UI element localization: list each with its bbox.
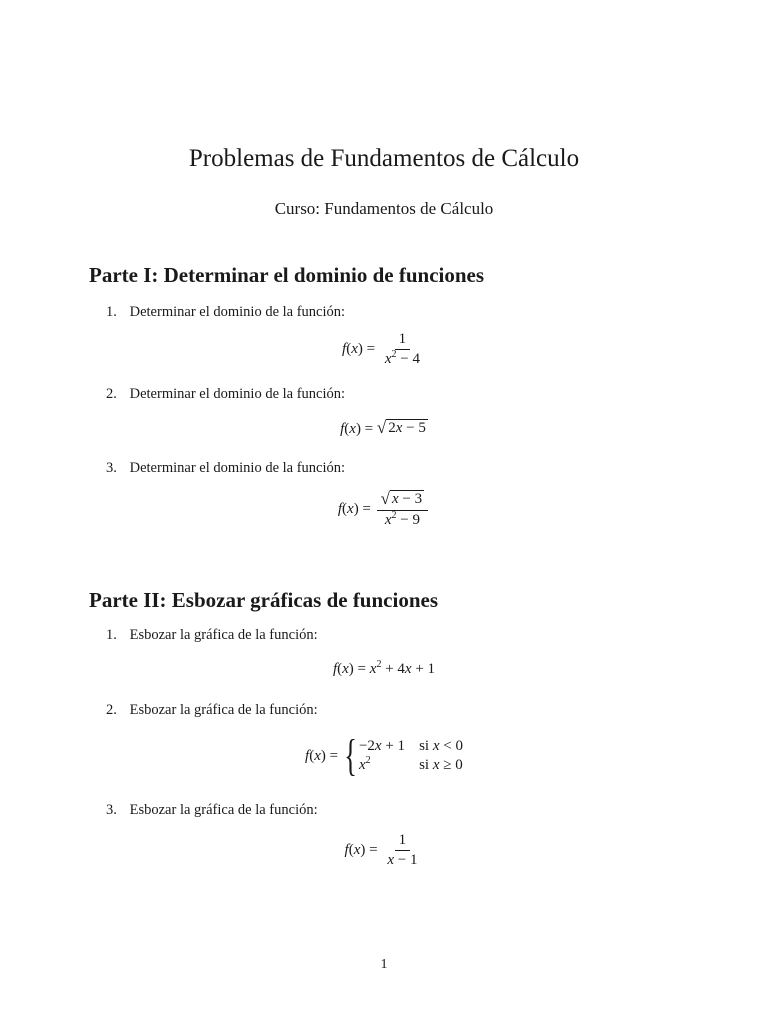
item-number: 2. [106,386,117,402]
part-1-item-1 [106,304,345,321]
formula-part2-3: f(x) = $\frac{1}{x - 1}$ [344,832,418,868]
part-1-heading: Parte I: Determinar el dominio de funciones [89,263,485,287]
item-text: Determinar el dominio de la función: [129,304,346,320]
formula-part1-3: f(x) = √ x − 3 $x^2 - 9$ [0,490,768,529]
course-subtitle: Curso: Fundamentos de Cálculo [274,199,494,218]
formula-part2-1: $f(x) = x^2 + 4x + 1$ [332,659,436,677]
item-number: 1. [106,304,117,320]
part-2-item-1 [106,627,318,644]
item-text: Determinar el dominio de la función: [129,386,346,402]
part-1-item-3 [106,460,345,477]
formula-part1-2: f(x) = √ 2x − 5 [340,418,426,437]
formula-part1-1: f(x) = $\frac{1}{x^2 - 4}$ [342,331,420,367]
page-number: 1 [380,957,388,972]
item-number: 3. [106,802,117,818]
part-2-item-2 [106,702,318,719]
item-text: Esbozar la gráfica de la función: [129,802,318,818]
item-text: Esbozar la gráfica de la función: [129,702,318,718]
item-number: 2. [106,702,117,718]
formula-part2-2: f(x) = { −2x + 1 si x < 0 $x^2$ si x ≥ 0 [305,731,463,780]
item-text: Determinar el dominio de la función: [129,460,346,476]
item-number: 1. [106,627,117,643]
document-title: Problemas de Fundamentos de Cálculo [188,145,580,172]
item-number: 3. [106,460,117,476]
part-1-item-2 [106,386,345,403]
part-2-item-3 [106,802,318,819]
item-text: Esbozar la gráfica de la función: [129,627,318,643]
part-2-heading: Parte II: Esbozar gráficas de funciones [89,588,438,612]
